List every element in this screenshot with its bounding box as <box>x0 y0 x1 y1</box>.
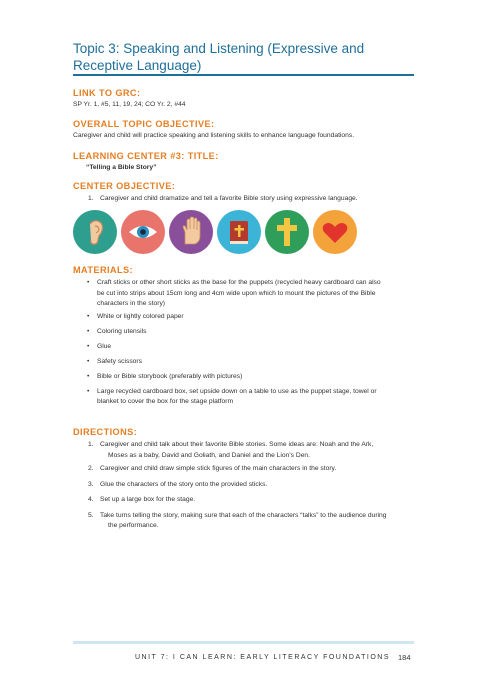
link-heading: LINK TO GRC: <box>73 88 141 98</box>
learning-center-heading: LEARNING CENTER #3: TITLE: <box>73 151 219 161</box>
center-objective-heading: CENTER OBJECTIVE: <box>73 181 176 191</box>
list-item-text: characters in the story) <box>97 300 166 307</box>
list-number: 3. <box>88 480 94 488</box>
title-divider <box>73 74 414 76</box>
hand-icon <box>169 210 213 254</box>
list-number: 1. <box>88 195 94 202</box>
list-item-text: Bible or Bible storybook (preferably with pictures) <box>97 372 243 380</box>
list-item <box>73 464 418 475</box>
bible-icon <box>217 210 261 254</box>
list-item <box>73 342 418 353</box>
list-item-text: Craft sticks or other short sticks as the base for the puppets (recycled heavy cardboard can also <box>97 279 381 286</box>
bullet: • <box>87 372 90 380</box>
list-item-text: Take turns telling the story, making sure that each of the characters “talks” to the audience during <box>100 511 387 519</box>
overall-objective-text: Caregiver and child will practice speaking and listening skills to enhance language foundations. <box>73 132 355 139</box>
list-item <box>73 357 418 368</box>
list-item-text: Set up a large box for the stage. <box>100 496 196 503</box>
list-item <box>73 372 418 383</box>
list-item-text: Caregiver and child talk about their favorite Bible stories. Some ideas are: Noah and the Ark, <box>100 441 374 448</box>
bullet: • <box>87 279 90 286</box>
bullet: • <box>87 387 90 395</box>
list-item-text: blanket to cover the box for the stage platform <box>97 398 234 405</box>
list-item <box>73 387 418 408</box>
list-item-text: Safety scissors <box>97 357 142 365</box>
list-item <box>73 327 418 338</box>
ear-icon <box>73 210 117 254</box>
list-item <box>73 511 418 532</box>
link-text: SP Yr. 1, #5, 11, 19, 24; CO Yr. 2, #44 <box>73 101 186 108</box>
page-number: 184 <box>398 653 411 662</box>
list-item-text: the performance. <box>108 522 159 529</box>
materials-heading: MATERIALS: <box>73 265 133 275</box>
list-item-text: Moses as a baby, David and Goliath, and Daniel and the Lion’s Den. <box>108 451 310 459</box>
eye-icon <box>121 210 165 254</box>
list-number: 5. <box>88 511 94 519</box>
list-item-text: be cut into strips about 15cm long and 4cm wide upon which to mount the pictures of the Bible <box>97 289 376 297</box>
list-number: 4. <box>88 496 94 503</box>
footer-divider <box>73 641 414 644</box>
center-objective-list <box>73 194 418 205</box>
list-item-text: Glue the characters of the story onto the provided sticks. <box>100 480 268 488</box>
bullet: • <box>87 357 90 365</box>
page-title: Topic 3: Speaking and Listening (Expressive and Receptive Language) <box>73 41 365 73</box>
cross-icon <box>265 210 309 254</box>
list-item-text: Large recycled cardboard box, set upside down on a table to use as the puppet stage, towel or <box>97 387 377 395</box>
list-item-text: Caregiver and child draw simple stick figures of the main characters in the story. <box>100 465 337 472</box>
list-item <box>73 495 418 506</box>
bullet: • <box>87 342 90 350</box>
list-item-text: Caregiver and child dramatize and tell a favorite Bible story using expressive language. <box>100 195 358 202</box>
list-number: 2. <box>88 465 94 472</box>
bullet: • <box>87 312 90 320</box>
learning-center-title: “Telling a Bible Story” <box>86 164 157 171</box>
list-item <box>73 278 418 310</box>
directions-list <box>73 440 418 532</box>
sense-icons-row <box>73 210 363 254</box>
footer-text: UNIT 7: I CAN LEARN: EARLY LITERACY FOUNDATIONS <box>135 654 391 661</box>
list-item <box>73 440 418 461</box>
list-number: 1. <box>88 441 94 448</box>
list-item-text: White or lightly colored paper <box>97 312 184 320</box>
list-item <box>73 194 418 205</box>
directions-heading: DIRECTIONS: <box>73 427 138 437</box>
overall-objective-heading: OVERALL TOPIC OBJECTIVE: <box>73 119 215 129</box>
heart-icon <box>313 210 357 254</box>
list-item <box>73 312 418 323</box>
list-item-text: Glue <box>97 342 112 350</box>
materials-list <box>73 278 418 408</box>
list-item <box>73 480 418 491</box>
bullet: • <box>87 327 90 335</box>
list-item-text: Coloring utensils <box>97 327 147 335</box>
